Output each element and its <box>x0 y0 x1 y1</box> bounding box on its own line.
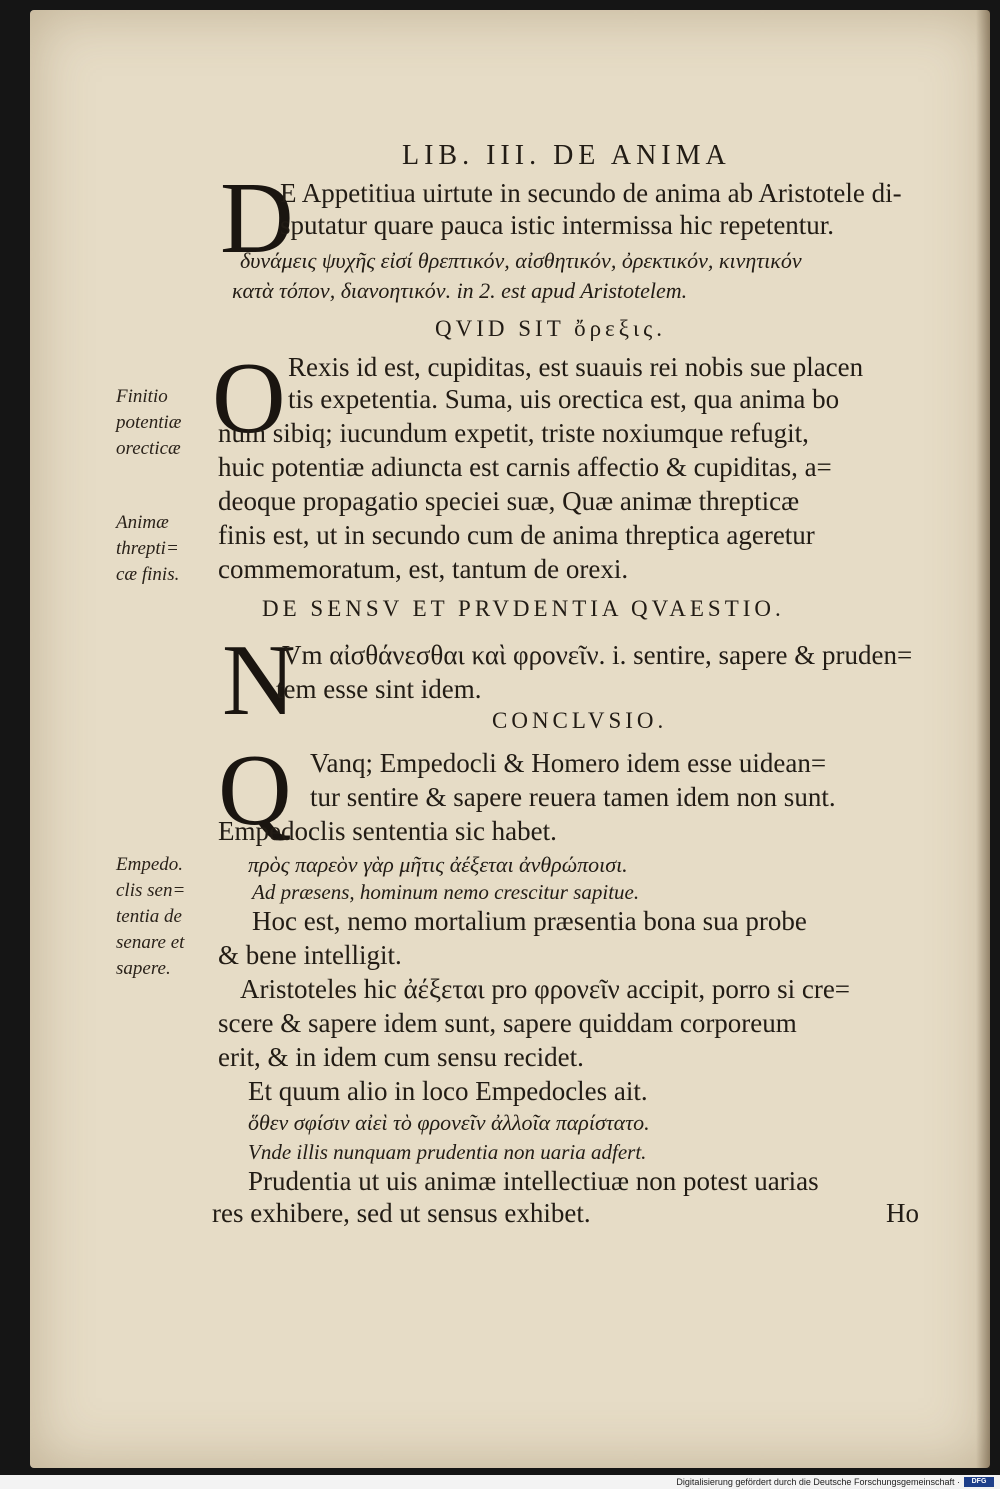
conclusio-line-9: Et quum alio in loco Empedocles ait. <box>248 1076 648 1106</box>
heading-conclusio: CONCLVSIO. <box>492 708 668 733</box>
marginal-note-line: clis sen= <box>116 880 186 901</box>
catchword: Ho <box>886 1198 919 1228</box>
dropcap-n: N <box>222 624 296 737</box>
conclusio-line-5: & bene intelligit. <box>218 940 402 970</box>
marginal-note-empedocles <box>116 852 185 982</box>
conclusio-line-3: Empedoclis sententia sic habet. <box>218 816 557 846</box>
conclusio-line-2: tur sentire & sapere reuera tamen idem non sunt. <box>310 782 836 812</box>
latin-translation-1: Ad præsens, hominum nemo crescitur sapitue. <box>252 880 640 904</box>
latin-translation-2: Vnde illis nunquam prudentia non uaria adfert. <box>248 1140 647 1164</box>
heading-de-sensu: DE SENSV ET PRVDENTIA QVAESTIO. <box>262 596 785 621</box>
intro-line-2: sputatur quare pauca istic intermissa hic repetentur. <box>280 210 835 240</box>
intro-line-1: E Appetitiua uirtute in secundo de anima ab Aristotele di- <box>280 178 902 208</box>
marginal-note-finitio <box>116 384 181 462</box>
marginal-note-line: potentiæ <box>116 412 182 433</box>
marginal-note-line: Empedo. <box>116 854 184 875</box>
orexis-line-2: tis expetentia. Suma, uis orectica est, qua anima bo <box>288 384 840 414</box>
marginal-note-line: senare et <box>116 932 185 953</box>
orexis-line-5: deoque propagatio speciei suæ, Quæ animæ threpticæ <box>218 486 800 516</box>
greek-quote-1: πρὸς παρεὸν γὰρ μῆτις ἀέξεται ἀνθρώποισι. <box>248 852 628 877</box>
conclusio-line-6: Aristoteles hic ἀέξεται pro φρονεῖν accipit, porro si cre= <box>240 974 851 1004</box>
footer-credit-bar <box>0 1475 1000 1489</box>
conclusio-line-10: Prudentia ut uis animæ intellectiuæ non potest uarias <box>248 1166 819 1196</box>
greek-quote-2: ὅθεν σφίσιν αἰεὶ τὸ φρονεῖν ἀλλοῖα παρίστατο. <box>248 1110 650 1135</box>
conclusio-line-8: erit, & in idem cum sensu recidet. <box>218 1042 584 1072</box>
conclusio-line-4: Hoc est, nemo mortalium præsentia bona sua probe <box>252 906 807 936</box>
marginal-note-animae <box>116 510 179 588</box>
marginal-note-line: orecticæ <box>116 438 181 459</box>
page-edge-shadow <box>976 10 990 1468</box>
marginal-note-line: threpti= <box>116 538 179 559</box>
heading-quid-sit: QVID SIT ὄρεξις. <box>435 316 667 341</box>
dropcap-o: O <box>212 342 286 455</box>
orexis-line-1: Rexis id est, cupiditas, est suauis rei nobis sue placen <box>288 352 864 382</box>
orexis-line-6: finis est, ut in secundo cum de anima threptica ageretur <box>218 520 815 550</box>
marginal-note-line: tentia de <box>116 906 182 927</box>
conclusio-line-11: res exhibere, sed ut sensus exhibet. <box>212 1198 591 1228</box>
conclusio-line-7: scere & sapere idem sunt, sapere quiddam corporeum <box>218 1008 797 1038</box>
marginal-note-line: Animæ <box>116 512 169 533</box>
dropcap-q: Q <box>218 734 292 847</box>
orexis-line-4: huic potentiæ adiuncta est carnis affectio & cupiditas, a= <box>218 452 832 482</box>
sensus-line-2: tem esse sint idem. <box>276 674 482 704</box>
orexis-line-7: commemoratum, est, tantum de orexi. <box>218 554 629 584</box>
greek-line-2: κατὰ τόπον, διανοητικόν. in 2. est apud Aristotelem. <box>232 278 688 303</box>
marginal-note-line: Finitio <box>116 386 168 407</box>
greek-line-1: δυνάμεις ψυχῆς εἰσί θρεπτικόν, αἰσθητικόν, ὀρεκτικόν, κινητικόν <box>240 248 802 273</box>
dfg-logo: DFG <box>964 1477 994 1487</box>
sensus-line-1: Vm αἰσθάνεσθαι καὶ φρονεῖν. i. sentire, sapere & pruden= <box>282 640 913 670</box>
conclusio-line-1: Vanq; Empedocli & Homero idem esse uidean= <box>310 748 827 778</box>
orexis-line-3: num sibiq; iucundum expetit, triste noxiumque refugit, <box>218 418 809 448</box>
marginal-note-line: sapere. <box>116 958 171 979</box>
running-head: LIB. III. DE ANIMA <box>402 140 731 171</box>
dropcap-d: D <box>220 162 294 275</box>
footer-credit-text: Digitalisierung gefördert durch die Deutsche Forschungsgemeinschaft · <box>676 1477 960 1487</box>
marginal-note-line: cæ finis. <box>116 564 180 585</box>
